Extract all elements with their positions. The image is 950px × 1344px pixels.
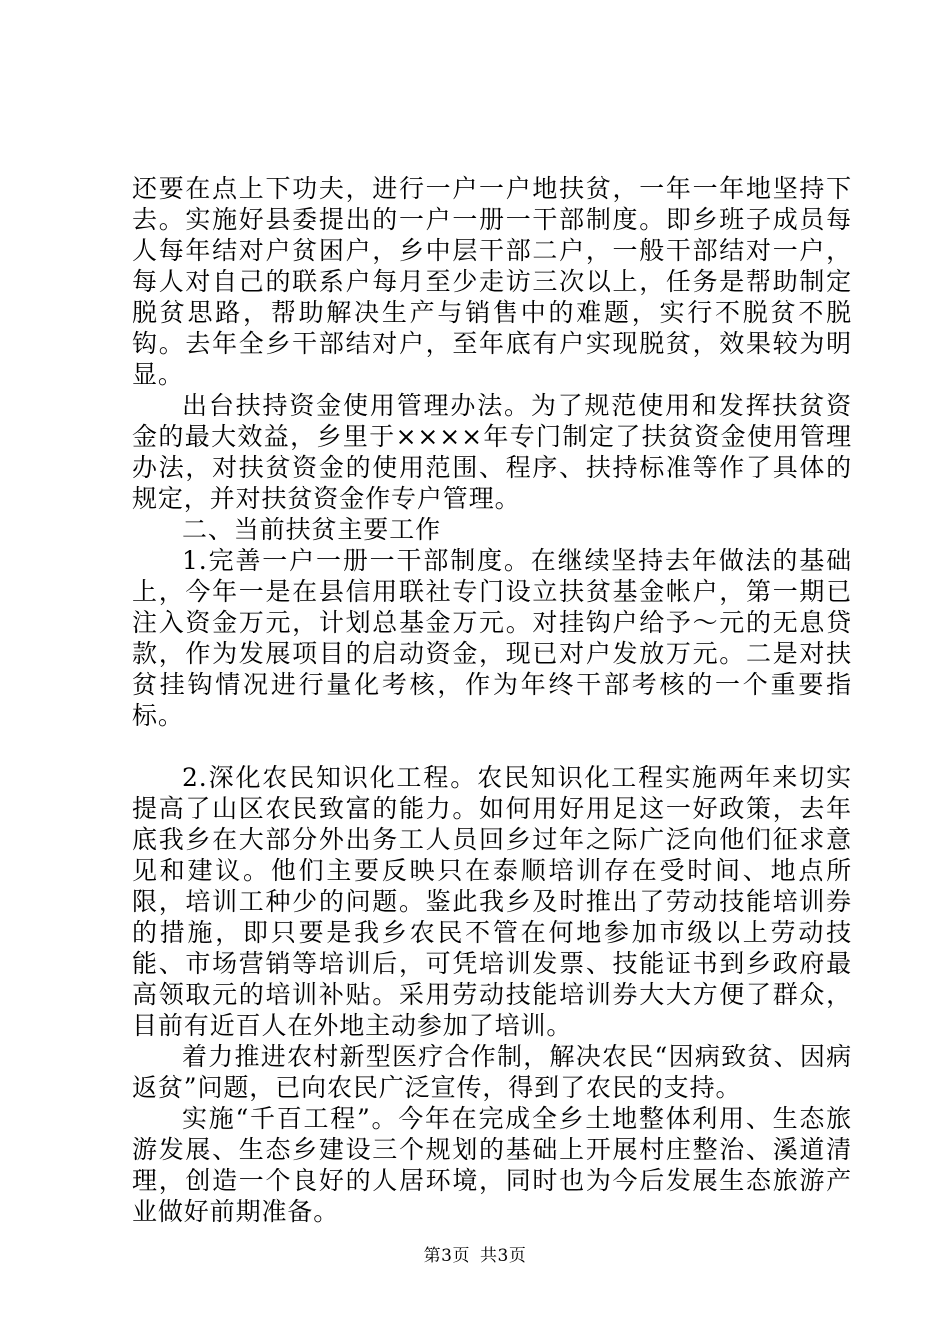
paragraph-medical-cooperation: 着力推进农村新型医疗合作制，解决农民“因病致贫、因病返贫”问题，已向农民广泛宣传，得到了农民的支持。 xyxy=(132,1042,852,1102)
paragraph-fund-management: 出台扶持资金使用管理办法。为了规范使用和发挥扶贫资金的最大效益，乡里于××××年专门制定了扶贫资金使用管理办法，对扶贫资金的使用范围、程序、扶持标准等作了具体的规定，并对扶贫资金作专户管理。 xyxy=(132,391,852,513)
page-total: 共3页 xyxy=(480,1246,527,1266)
document-body xyxy=(132,173,852,1227)
section-heading: 二、当前扶贫主要工作 xyxy=(182,515,442,544)
page-footer xyxy=(0,1246,950,1266)
paragraph-item-2: 2.深化农民知识化工程。农民知识化工程实施两年来切实提高了山区农民致富的能力。如何用好用足这一好政策，去年底我乡在大部分外出务工人员回乡过年之际广泛向他们征求意见和建议。他们主要反映只在泰顺培训存在受时间、地点所限，培训工种少的问题。鉴此我乡及时推出了劳动技能培训券的措施，即只要是我乡农民不管在何地参加市级以上劳动技能、市场营销等培训后，可凭培训发票、技能证书到乡政府最高领取元的培训补贴。采用劳动技能培训券大大方便了群众，目前有近百人在外地主动参加了培训。 xyxy=(132,763,852,1040)
paragraph-item-1: 1.完善一户一册一干部制度。在继续坚持去年做法的基础上，今年一是在县信用联社专门设立扶贫基金帐户，第一期已注入资金万元，计划总基金万元。对挂钩户给予～元的无息贷款，作为发展项目的启动资金，现已对户发放万元。二是对扶贫挂钩情况进行量化考核，作为年终干部考核的一个重要指标。 xyxy=(132,546,852,730)
paragraph-thousand-hundred-project: 实施“千百工程”。今年在完成全乡土地整体利用、生态旅游发展、生态乡建设三个规划的基础上开展村庄整治、溪道清理，创造一个良好的人居环境，同时也为今后发展生态旅游产业做好前期准备。 xyxy=(132,1104,852,1226)
paragraph-continuation: 还要在点上下功夫，进行一户一户地扶贫，一年一年地坚持下去。实施好县委提出的一户一册一干部制度。即乡班子成员每人每年结对户贫困户，乡中层干部二户，一般干部结对一户，每人对自己的联系户每月至少走访三次以上，任务是帮助制定脱贫思路，帮助解决生产与销售中的难题，实行不脱贫不脱钩。去年全乡干部结对户，至年底有户实现脱贫，效果较为明显。 xyxy=(132,174,852,389)
page-number: 第3页 xyxy=(423,1246,470,1266)
